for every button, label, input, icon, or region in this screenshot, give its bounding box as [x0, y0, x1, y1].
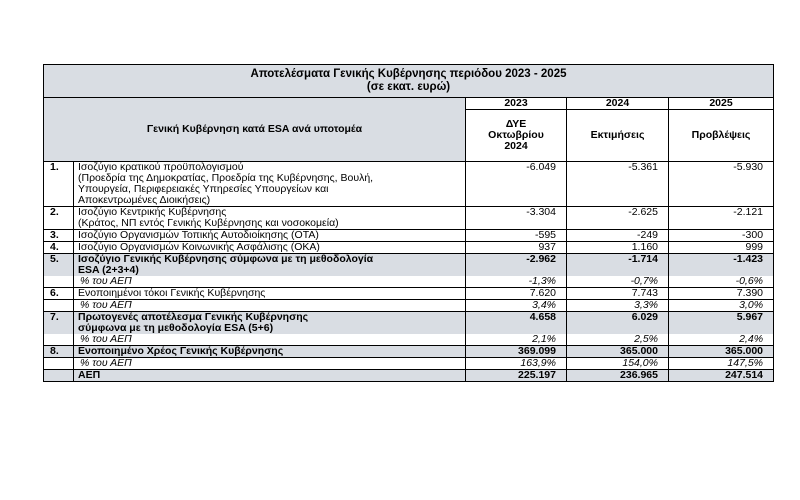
row-value-2025: 2,4%: [669, 334, 774, 346]
row-label: % του ΑΕΠ: [74, 276, 466, 288]
row-index: [44, 276, 74, 288]
row-label: ΑΕΠ: [74, 370, 466, 382]
row-index: 3.: [44, 230, 74, 242]
row-value-2025: 247.514: [669, 370, 774, 382]
row-label: Ισοζύγιο Οργανισμών Κοινωνικής Ασφάλισης (ΟΚΑ): [74, 242, 466, 254]
general-government-table: [43, 64, 774, 382]
row-value-2024: -2.625: [567, 207, 669, 230]
row-index: [44, 334, 74, 346]
title-unit: (σε εκατ. ευρώ): [366, 81, 451, 93]
row-value-2023: -2.962: [466, 254, 567, 277]
row-value-2024: -5.361: [567, 162, 669, 207]
row-index: [44, 300, 74, 312]
row-label: Ενοποιημένο Χρέος Γενικής Κυβέρνησης: [74, 346, 466, 358]
row-value-2023: -6.049: [466, 162, 567, 207]
table-title: [44, 65, 774, 98]
row-index: [44, 358, 74, 370]
header-year-2024: 2024: [567, 98, 669, 110]
row-index: 1.: [44, 162, 74, 207]
header-sub-2024: Εκτιμήσεις: [567, 110, 669, 162]
row-value-2025: -0,6%: [669, 276, 774, 288]
header-sub-2023: ΔΥΕ Οκτωβρίου 2024: [466, 110, 567, 162]
header-year-2025: 2025: [669, 98, 774, 110]
row-value-2023: 7.620: [466, 288, 567, 300]
table-title-row: [44, 65, 774, 98]
table-row: [44, 207, 774, 230]
row-value-2024: -1.714: [567, 254, 669, 277]
row-value-2023: -1,3%: [466, 276, 567, 288]
row-label: Ισοζύγιο κρατικού προϋπολογισμού (Προεδρία της Δημοκρατίας, Προεδρία της Κυβέρνησης, Βουλή, Υπουργεία, Περιφερειακές Υπηρεσίες Υπουργείων και Αποκεντρωμένες Διοικήσεις): [74, 162, 466, 207]
table-row: [44, 370, 774, 382]
row-value-2025: 999: [669, 242, 774, 254]
table-row: [44, 312, 774, 335]
row-value-2024: 2,5%: [567, 334, 669, 346]
row-label: % του ΑΕΠ: [74, 358, 466, 370]
row-index: 6.: [44, 288, 74, 300]
row-value-2024: 236.965: [567, 370, 669, 382]
row-value-2025: 7.390: [669, 288, 774, 300]
row-value-2024: 1.160: [567, 242, 669, 254]
row-index: 8.: [44, 346, 74, 358]
row-value-2024: -0,7%: [567, 276, 669, 288]
row-label: Ισοζύγιο Οργανισμών Τοπικής Αυτοδιοίκησης (ΟΤΑ): [74, 230, 466, 242]
row-value-2023: 4.658: [466, 312, 567, 335]
table-row: [44, 334, 774, 346]
row-value-2025: 365.000: [669, 346, 774, 358]
row-value-2023: 937: [466, 242, 567, 254]
row-value-2025: -1.423: [669, 254, 774, 277]
title-main: Αποτελέσματα Γενικής Κυβέρνησης περιόδου 2023 - 2025: [250, 68, 567, 80]
row-value-2025: -5.930: [669, 162, 774, 207]
row-value-2024: 154,0%: [567, 358, 669, 370]
row-value-2025: 147,5%: [669, 358, 774, 370]
table-row: [44, 254, 774, 277]
header-row-label: Γενική Κυβέρνηση κατά ESA ανά υποτομέα: [44, 98, 466, 162]
row-value-2023: 225.197: [466, 370, 567, 382]
row-label: Ισοζύγιο Γενικής Κυβέρνησης σύμφωνα με τη μεθοδολογία ESA (2+3+4): [74, 254, 466, 277]
row-index: 7.: [44, 312, 74, 335]
table-row: [44, 346, 774, 358]
row-value-2023: 2,1%: [466, 334, 567, 346]
table-row: [44, 242, 774, 254]
table-body: [44, 162, 774, 382]
row-value-2025: -2.121: [669, 207, 774, 230]
row-index: 5.: [44, 254, 74, 277]
row-value-2023: 3,4%: [466, 300, 567, 312]
row-index: 4.: [44, 242, 74, 254]
row-label: Ενοποιημένοι τόκοι Γενικής Κυβέρνησης: [74, 288, 466, 300]
table-row: [44, 162, 774, 207]
table-row: [44, 230, 774, 242]
row-label: % του ΑΕΠ: [74, 334, 466, 346]
header-sub-2025: Προβλέψεις: [669, 110, 774, 162]
row-label: Ισοζύγιο Κεντρικής Κυβέρνησης (Κράτος, ΝΠ εντός Γενικής Κυβέρνησης και νοσοκομεία): [74, 207, 466, 230]
row-value-2023: -3.304: [466, 207, 567, 230]
header-year-2023: 2023: [466, 98, 567, 110]
row-label: Πρωτογενές αποτέλεσμα Γενικής Κυβέρνησης σύμφωνα με τη μεθοδολογία ESA (5+6): [74, 312, 466, 335]
row-index: 2.: [44, 207, 74, 230]
header-years-row: [44, 98, 774, 110]
row-value-2023: 369.099: [466, 346, 567, 358]
row-value-2024: 3,3%: [567, 300, 669, 312]
row-value-2025: 5.967: [669, 312, 774, 335]
row-value-2024: 7.743: [567, 288, 669, 300]
row-value-2023: -595: [466, 230, 567, 242]
table-row: [44, 300, 774, 312]
table-row: [44, 276, 774, 288]
row-value-2025: 3,0%: [669, 300, 774, 312]
row-value-2025: -300: [669, 230, 774, 242]
row-index: [44, 370, 74, 382]
table-row: [44, 358, 774, 370]
row-value-2023: 163,9%: [466, 358, 567, 370]
budget-results-document: [43, 64, 773, 382]
row-value-2024: 6.029: [567, 312, 669, 335]
row-value-2024: -249: [567, 230, 669, 242]
row-value-2024: 365.000: [567, 346, 669, 358]
row-label: % του ΑΕΠ: [74, 300, 466, 312]
table-row: [44, 288, 774, 300]
